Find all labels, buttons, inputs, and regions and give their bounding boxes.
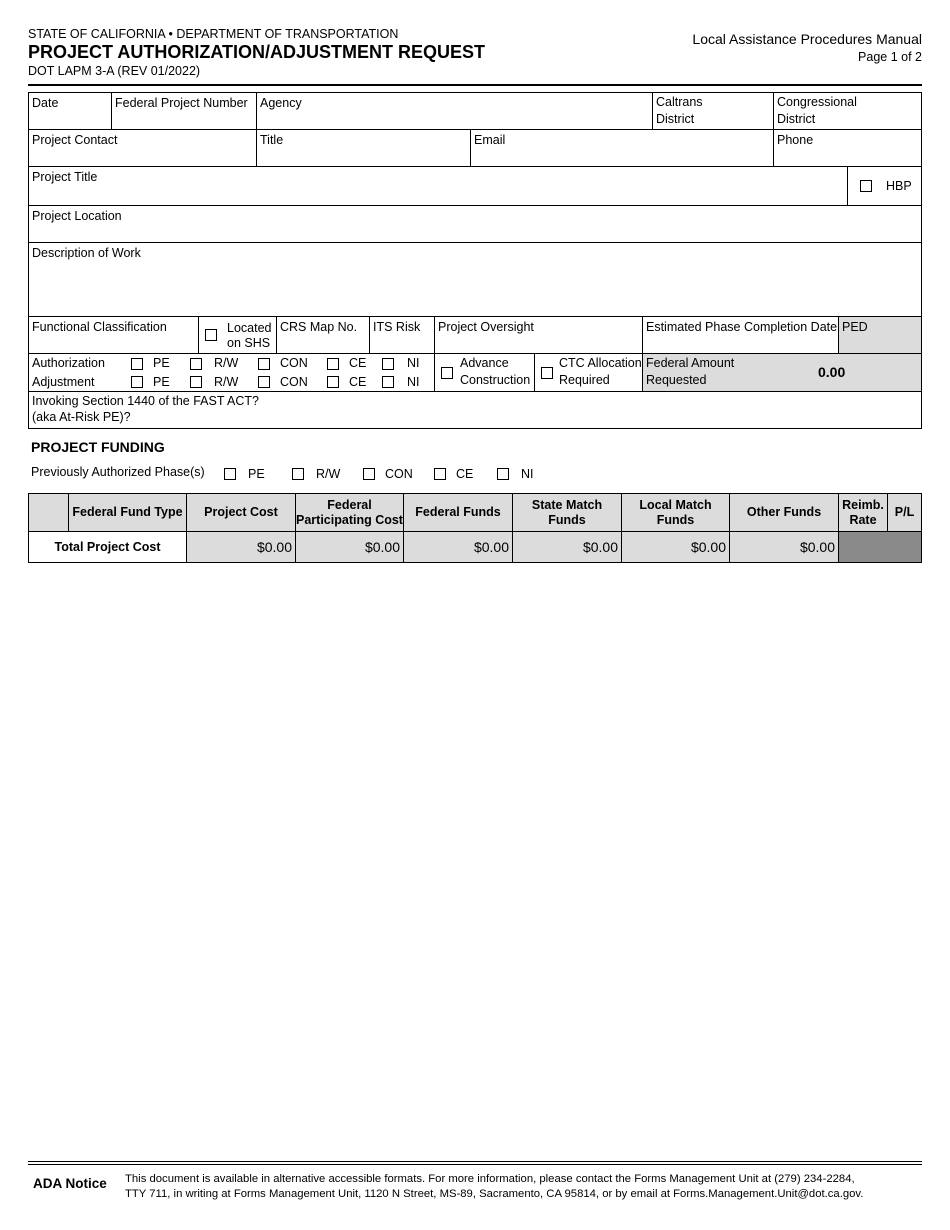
previously-authorized-label: Previously Authorized Phase(s): [31, 465, 205, 479]
header-state-match-funds: [512, 493, 622, 532]
congressional-district-label-2: District: [777, 112, 816, 126]
project-title-label: Project Title: [32, 170, 98, 184]
project-contact-label: Project Contact: [32, 133, 118, 147]
federal-project-number-label: Federal Project Number: [115, 96, 248, 110]
header-reimb-rate: [838, 493, 888, 532]
adjustment-pe-label: PE: [153, 375, 170, 389]
prev-con-checkbox[interactable]: [363, 468, 375, 480]
invoking-label-1: Invoking Section 1440 of the FAST ACT?: [32, 394, 259, 408]
header-local-match-funds: [621, 493, 730, 532]
prev-ni-label: NI: [521, 467, 534, 481]
federal-amount-requested-field[interactable]: [642, 353, 922, 392]
project-oversight-label: Project Oversight: [438, 320, 534, 334]
ped-field[interactable]: [838, 316, 922, 354]
advance-construction-field: [434, 353, 535, 392]
header-project-cost: Project Cost: [186, 493, 296, 532]
project-title-field[interactable]: [28, 166, 848, 206]
header-local-match-funds-line-1: Local Match: [639, 497, 712, 512]
adjustment-ni-label: NI: [407, 375, 420, 389]
project-funding-heading: PROJECT FUNDING: [31, 439, 165, 455]
located-on-shs-checkbox[interactable]: [205, 329, 217, 341]
description-of-work-label: Description of Work: [32, 246, 141, 260]
agency-field[interactable]: [256, 92, 653, 130]
advance-construction-label-2: Construction: [460, 373, 531, 387]
adjustment-ce-checkbox[interactable]: [327, 376, 339, 388]
ada-notice-label: ADA Notice: [33, 1176, 107, 1191]
estimated-phase-completion-date-field[interactable]: [642, 316, 839, 354]
hbp-checkbox[interactable]: [860, 180, 872, 192]
total-project-cost-value: $0.00: [186, 531, 296, 563]
adjustment-rw-label: R/W: [214, 375, 239, 389]
description-of-work-field[interactable]: [28, 242, 922, 317]
authorization-rw-label: R/W: [214, 356, 239, 370]
manual-name: Local Assistance Procedures Manual: [692, 31, 922, 47]
adjustment-pe-checkbox[interactable]: [131, 376, 143, 388]
crs-map-no-label: CRS Map No.: [280, 320, 358, 334]
authorization-ce-label: CE: [349, 356, 367, 370]
federal-project-number-field[interactable]: [111, 92, 257, 130]
total-other-funds-value: $0.00: [729, 531, 839, 563]
total-reimb-pl-cell: [838, 531, 922, 563]
located-on-shs-field: [198, 316, 277, 354]
header-other-funds: Other Funds: [729, 493, 839, 532]
functional-classification-label: Functional Classification: [32, 320, 167, 334]
caltrans-district-label-1: Caltrans: [656, 95, 703, 109]
advance-construction-label-1: Advance: [460, 356, 509, 370]
title-label: Title: [260, 133, 284, 147]
authorization-pe-checkbox[interactable]: [131, 358, 143, 370]
invoking-label-2: (aka At-Risk PE)?: [32, 410, 131, 424]
ada-notice-line-1: This document is available in alternative accessible formats. For more information, please contact the Forms Management Unit at (279) 234-2284,: [125, 1173, 855, 1185]
caltrans-district-field[interactable]: [652, 92, 774, 130]
total-federal-funds-value: $0.00: [403, 531, 513, 563]
project-location-label: Project Location: [32, 209, 122, 223]
table-header-blank: [28, 493, 69, 532]
agency-line: STATE OF CALIFORNIA • DEPARTMENT OF TRANSPORTATION: [28, 27, 399, 41]
phone-label: Phone: [777, 133, 814, 147]
footer-rule-top: [28, 1161, 922, 1162]
caltrans-district-label-2: District: [656, 112, 695, 126]
ada-notice-line-2: TTY 711, in writing at Forms Management Unit, 1120 N Street, MS-89, Sacramento, CA 95814, or by email at Forms.Management.Unit@dot.ca.gov.: [125, 1188, 864, 1200]
ctc-allocation-label-2: Required: [559, 373, 610, 387]
authorization-ni-checkbox[interactable]: [382, 358, 394, 370]
date-field[interactable]: [28, 92, 112, 130]
prev-rw-label: R/W: [316, 467, 341, 481]
prev-pe-label: PE: [248, 467, 265, 481]
located-on-shs-label-1: Located: [227, 321, 272, 335]
its-risk-field[interactable]: [369, 316, 435, 354]
authorization-con-checkbox[interactable]: [258, 358, 270, 370]
project-contact-field[interactable]: [28, 129, 257, 167]
authorization-label: Authorization: [32, 356, 105, 370]
total-project-cost-label: Total Project Cost: [28, 531, 187, 563]
header-reimb-rate-line-2: Rate: [849, 512, 877, 527]
ada-notice-text: [125, 1172, 863, 1202]
project-oversight-field[interactable]: [434, 316, 643, 354]
total-state-match-funds-value: $0.00: [512, 531, 622, 563]
prev-pe-checkbox[interactable]: [224, 468, 236, 480]
form-title: PROJECT AUTHORIZATION/ADJUSTMENT REQUEST: [28, 42, 486, 62]
adjustment-ce-label: CE: [349, 375, 367, 389]
header-state-match-funds-line-2: Funds: [548, 512, 586, 527]
prev-rw-checkbox[interactable]: [292, 468, 304, 480]
federal-amount-label-2: Requested: [646, 373, 707, 387]
prev-ce-checkbox[interactable]: [434, 468, 446, 480]
total-local-match-funds-value: $0.00: [621, 531, 730, 563]
header-federal-funds: Federal Funds: [403, 493, 513, 532]
authorization-ce-checkbox[interactable]: [327, 358, 339, 370]
header-federal-fund-type: Federal Fund Type: [68, 493, 187, 532]
email-label: Email: [474, 133, 506, 147]
adjustment-rw-checkbox[interactable]: [190, 376, 202, 388]
estimated-phase-completion-date-label: Estimated Phase Completion Date: [646, 320, 838, 334]
located-on-shs-label-2: on SHS: [227, 336, 271, 350]
congressional-district-field[interactable]: [773, 92, 922, 130]
ctc-allocation-checkbox[interactable]: [541, 367, 553, 379]
authorization-pe-label: PE: [153, 356, 170, 370]
functional-classification-field[interactable]: [28, 316, 199, 354]
advance-construction-checkbox[interactable]: [441, 367, 453, 379]
adjustment-label: Adjustment: [32, 375, 95, 389]
authorization-con-label: CON: [280, 356, 308, 370]
adjustment-ni-checkbox[interactable]: [382, 376, 394, 388]
prev-ni-checkbox[interactable]: [497, 468, 509, 480]
adjustment-con-checkbox[interactable]: [258, 376, 270, 388]
invoking-section-1440-field[interactable]: [28, 391, 922, 429]
ped-label: PED: [842, 320, 868, 334]
adjustment-con-label: CON: [280, 375, 308, 389]
hbp-label: HBP: [886, 179, 912, 193]
authorization-rw-checkbox[interactable]: [190, 358, 202, 370]
authorization-ni-label: NI: [407, 356, 420, 370]
date-label: Date: [32, 96, 59, 110]
hbp-field: [847, 166, 922, 206]
prev-ce-label: CE: [456, 467, 474, 481]
header-federal-participating-cost: [295, 493, 404, 532]
crs-map-no-field[interactable]: [276, 316, 370, 354]
header-rule: [28, 84, 922, 86]
header-federal-participating-cost-line-2: Participating Cost: [296, 512, 403, 527]
footer-rule-bottom: [28, 1164, 922, 1165]
federal-amount-label-1: Federal Amount: [646, 356, 735, 370]
header-pl: P/L: [887, 493, 922, 532]
total-federal-participating-cost-value: $0.00: [295, 531, 404, 563]
ctc-allocation-field: [534, 353, 643, 392]
header-local-match-funds-line-2: Funds: [656, 512, 695, 527]
form-id: DOT LAPM 3-A (REV 01/2022): [28, 64, 201, 78]
header-state-match-funds-line-1: State Match: [531, 497, 603, 512]
phone-field[interactable]: [773, 129, 922, 167]
ctc-allocation-label-1: CTC Allocation: [559, 356, 642, 370]
header-federal-participating-cost-line-1: Federal: [327, 497, 372, 512]
page-number: Page 1 of 2: [858, 50, 922, 64]
agency-label: Agency: [260, 96, 302, 110]
federal-amount-value: 0.00: [818, 364, 846, 380]
congressional-district-label-1: Congressional: [777, 95, 857, 109]
title-field[interactable]: [256, 129, 471, 167]
authorization-adjustment-field: [28, 353, 435, 392]
project-location-field[interactable]: [28, 205, 922, 243]
prev-con-label: CON: [385, 467, 413, 481]
its-risk-label: ITS Risk: [373, 320, 421, 334]
email-field[interactable]: [470, 129, 774, 167]
header-reimb-rate-line-1: Reimb.: [842, 497, 884, 512]
